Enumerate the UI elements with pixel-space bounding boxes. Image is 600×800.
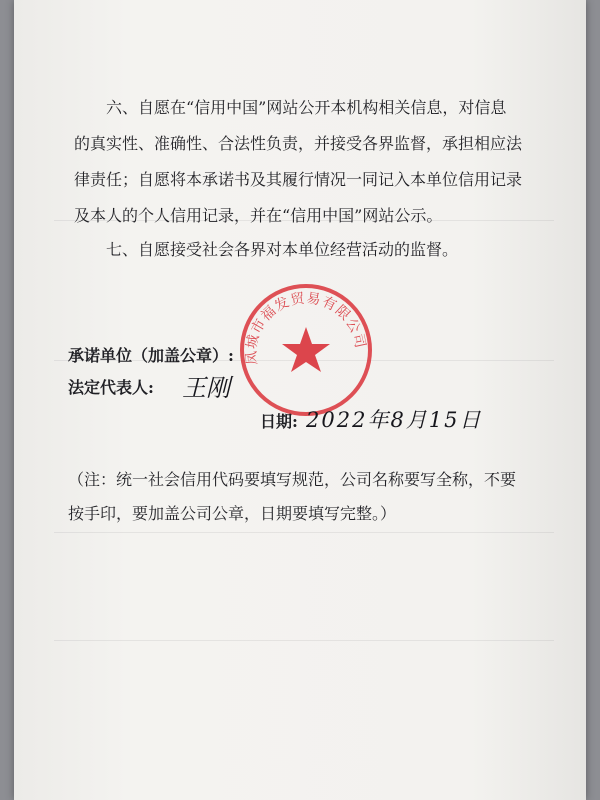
paragraph-6-line-4: 及本人的个人信用记录，并在“信用中国”网站公示。 [74, 206, 443, 225]
company-seal [236, 280, 376, 420]
date-label: 日期: [260, 412, 298, 431]
paragraph-6-line-3: 律责任；自愿将本承诺书及其履行情况一同记入本单位信用记录 [74, 170, 523, 189]
star-icon [282, 327, 330, 372]
seal-text: 凤城市福发贸易有限公司 [243, 290, 369, 366]
paragraph-6-line-2: 的真实性、准确性、合法性负责，并接受各界监督，承担相应法 [74, 134, 523, 153]
note-line-2: 按手印，要加盖公司公章，日期要填写完整。） [68, 504, 397, 523]
note-line-1: （注：统一社会信用代码要填写规范，公司名称要写全称，不要 [68, 470, 517, 489]
rep-signature: 王刚 [182, 374, 230, 402]
document-page [14, 0, 586, 800]
unit-label: 承诺单位（加盖公章）: [68, 346, 234, 365]
date-handwritten: 2022年8月15日 [306, 408, 483, 432]
rep-label: 法定代表人: [68, 378, 154, 397]
paragraph-7: 七、自愿接受社会各界对本单位经营活动的监督。 [106, 240, 459, 259]
paragraph-6-line-1: 六、自愿在“信用中国”网站公开本机构相关信息，对信息 [106, 98, 507, 117]
bleed-through-line [54, 640, 554, 641]
bleed-through-line [54, 532, 554, 533]
